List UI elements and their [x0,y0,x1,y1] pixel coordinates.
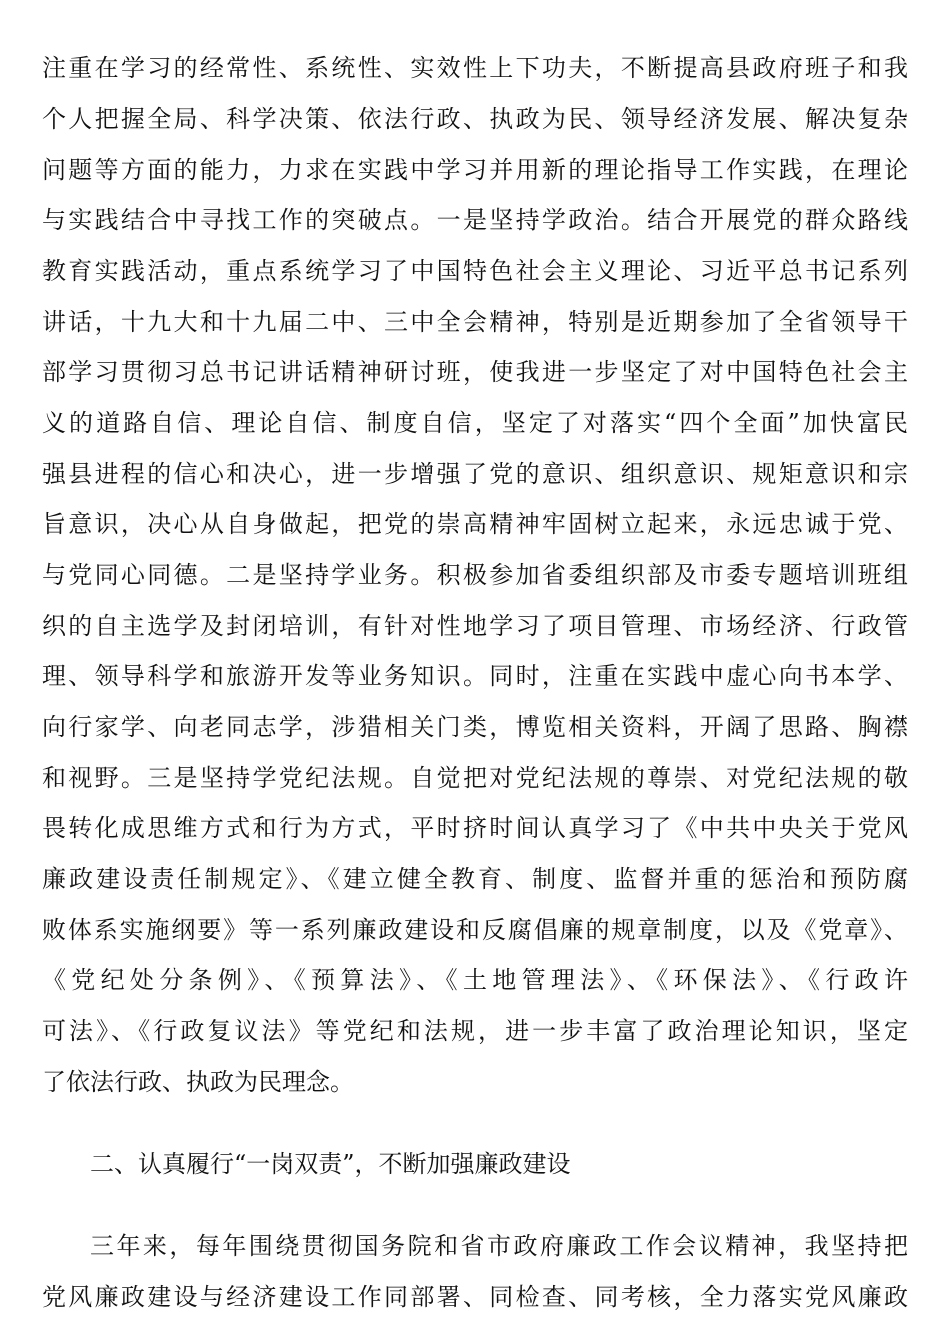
body-text-line: 和视野。三是坚持学党纪法规。自觉把对党纪法规的尊崇、对党纪法规的敬 [42,764,908,792]
body-text-line: 与党同心同德。二是坚持学业务。积极参加省委组织部及市委专题培训班组 [42,561,908,589]
body-text-line: 织的自主选学及封闭培训，有针对性地学习了项目管理、市场经济、行政管 [42,612,908,640]
body-text-line: 理、领导科学和旅游开发等业务知识。同时，注重在实践中虚心向书本学、 [42,662,908,690]
body-text-line: 教育实践活动，重点系统学习了中国特色社会主义理论、习近平总书记系列 [42,257,908,285]
body-text-line: 旨意识，决心从自身做起，把党的崇高精神牢固树立起来，永远忠诚于党、 [42,510,908,538]
body-text-line: 向行家学、向老同志学，涉猎相关门类，博览相关资料，开阔了思路、胸襟 [42,713,908,741]
body-text-line: 了依法行政、执政为民理念。 [42,1068,354,1096]
body-text-line: 注重在学习的经常性、系统性、实效性上下功夫，不断提高县政府班子和我 [42,54,908,82]
body-text-line: 义的道路自信、理论自信、制度自信，坚定了对落实“四个全面”加快富民 [42,409,908,437]
body-text-line: 败体系实施纲要》等一系列廉政建设和反腐倡廉的规章制度，以及《党章》、 [42,916,908,944]
body-text-line: 讲话，十九大和十九届二中、三中全会精神，特别是近期参加了全省领导干 [42,308,908,336]
body-text-line: 部学习贯彻习总书记讲话精神研讨班，使我进一步坚定了对中国特色社会主 [42,358,908,386]
body-text-line: 个人把握全局、科学决策、依法行政、执政为民、领导经济发展、解决复杂 [42,105,908,133]
body-text-line: 与实践结合中寻找工作的突破点。一是坚持学政治。结合开展党的群众路线 [42,206,908,234]
body-text-line: 三年来，每年围绕贯彻国务院和省市政府廉政工作会议精神，我坚持把 [90,1232,908,1260]
section-heading: 二、认真履行“一岗双责”，不断加强廉政建设 [90,1150,571,1178]
body-text-line: 强县进程的信心和决心，进一步增强了党的意识、组织意识、规矩意识和宗 [42,460,908,488]
body-text-line: 问题等方面的能力，力求在实践中学习并用新的理论指导工作实践，在理论 [42,156,908,184]
body-text-line: 畏转化成思维方式和行为方式，平时挤时间认真学习了《中共中央关于党风 [42,814,908,842]
body-text-line: 《党纪处分条例》、《预算法》、《土地管理法》、《环保法》、《行政许 [42,966,908,994]
body-text-line: 可法》、《行政复议法》等党纪和法规，进一步丰富了政治理论知识，坚定 [42,1017,908,1045]
body-text-line: 廉政建设责任制规定》、《建立健全教育、制度、监督并重的惩治和预防腐 [42,865,908,893]
body-text-line: 党风廉政建设与经济建设工作同部署、同检查、同考核，全力落实党风廉政 [42,1283,908,1311]
